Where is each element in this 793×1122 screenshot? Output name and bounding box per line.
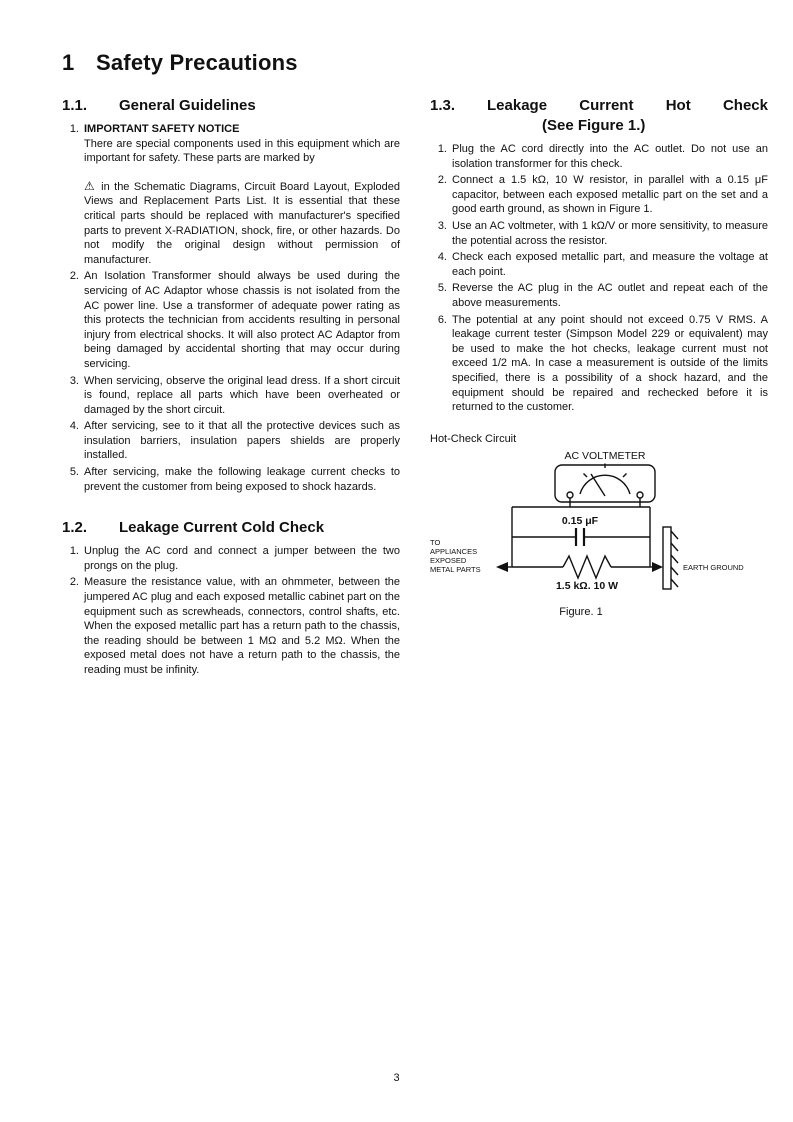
voltmeter-terminal [637, 492, 643, 498]
item-number: 2. [69, 576, 79, 589]
list-item [62, 575, 400, 677]
two-column-layout [62, 96, 768, 702]
item-number: 6. [437, 313, 447, 326]
item-text: Measure the resistance value, with an ohmmeter, between the jumpered AC plug and each exposed metallic cabinet part on the equipment such as screwheads, connectors, control shafts, etc. When the exposed metallic part has a return path to the chassis, the reading should be between 1 MΩ and 5.2 MΩ. When the exposed metal does not have a return path to the chassis, the reading must be infinity. [84, 576, 400, 676]
list-item [430, 219, 768, 248]
right-arrowhead [652, 562, 663, 572]
list-item [62, 269, 400, 371]
title-number: 1 [62, 50, 75, 75]
capacitor-label: 0.15 μF [561, 514, 599, 527]
item-number: 1. [437, 143, 447, 155]
ground-hatch [671, 567, 678, 575]
warning-triangle-icon: ⚠ [84, 178, 97, 193]
item-number: 1. [69, 545, 79, 558]
list-item [430, 281, 768, 310]
important-safety-notice-heading: IMPORTANT SAFETY NOTICE [84, 123, 240, 135]
item-number: 2. [69, 270, 79, 283]
section-title [487, 96, 768, 136]
list-item [62, 544, 400, 573]
item-text: The potential at any point should not exceed 0.75 V RMS. A leakage current tester (Simpson Model 229 or equivalent) may be used to make the hot checks, leakage current must not exceed 1/2 mA. In case a measurement is outside of the limits specified, there is a possibility of a shock hazard, and the equipment should be repaired and rechecked before it is returned to the customer. [452, 313, 768, 414]
item-text: An Isolation Transformer should always be used during the servicing of AC Adaptor whose chassis is not isolated from the AC power line. Use a transformer of adequate power rating as this protects the technician from accidents resulting in personal injury from electrical shocks. It will also protect AC Adaptor from being damaged by accidental shorting that may occur during servicing. [84, 270, 400, 370]
section-number: 1.3. [430, 97, 456, 114]
section-number: 1.1. [62, 97, 88, 114]
left-terminal-label-line1: TO [430, 537, 441, 547]
figure-1 [430, 433, 768, 618]
paragraph: There are special components used in this equipment which are important for safety. These parts are marked by [84, 137, 400, 165]
item-text: Reverse the AC plug in the AC outlet and repeat each of the above measurements. [452, 282, 768, 309]
item-text: Unplug the AC cord and connect a jumper between the two prongs on the plug. [84, 545, 400, 572]
section-title-line1: Leakage Current Hot Check [487, 97, 768, 114]
figure-label: Hot-Check Circuit [430, 432, 517, 445]
section-1-2-heading [62, 518, 400, 538]
section-1-1-heading [62, 96, 400, 116]
item-text: Check each exposed metallic part, and measure the voltage at each point. [452, 251, 768, 278]
list-item [62, 122, 400, 267]
resistor-zigzag [563, 556, 611, 578]
voltmeter-label: AC VOLTMETER [564, 449, 646, 462]
section-title: Leakage Current Cold Check [119, 519, 325, 537]
item-text: When servicing, observe the original lead dress. If a short circuit is found, replace all parts which have been overheated or damaged by the short circuit. [84, 374, 400, 416]
item-text: After servicing, make the following leakage current checks to prevent the customer from being exposed to shock hazards. [84, 466, 400, 493]
section-1-2 [62, 518, 400, 677]
paragraph-text: in the Schematic Diagrams, Circuit Board Layout, Exploded Views and Replacement Parts List. It is essential that these critical parts should be replaced with manufacturer's specified parts to prevent X-RADIATION, shock, fire, or other hazards. Do not modify the original design without permission of manufacturer. [84, 180, 400, 266]
item-number: 5. [69, 466, 79, 479]
section-1-3 [430, 96, 768, 618]
page-content [62, 50, 768, 702]
left-arrowhead [496, 562, 508, 572]
title-text: Safety Precautions [96, 50, 298, 75]
ground-hatch [671, 531, 678, 539]
ground-hatch [671, 579, 678, 587]
page-number: 3 [393, 1072, 400, 1084]
voltmeter-terminal [567, 492, 573, 498]
item-number: 4. [69, 420, 79, 433]
section-1-1 [62, 96, 400, 494]
section-1-3-heading [430, 96, 768, 136]
left-terminal-label-line4: METAL PARTS [430, 564, 481, 574]
left-column [62, 96, 400, 702]
item-text: Plug the AC cord directly into the AC outlet. Do not use an isolation transformer for this check. [452, 143, 768, 170]
list-item [430, 173, 768, 217]
right-column [430, 96, 768, 642]
section-number: 1.2. [62, 519, 88, 537]
item-text [84, 122, 400, 267]
hot-check-circuit-diagram [430, 447, 770, 599]
item-number: 3. [69, 374, 79, 387]
item-number: 5. [437, 282, 447, 295]
list-item [430, 142, 768, 171]
item-number: 1. [69, 123, 79, 135]
list-item [62, 465, 400, 494]
left-terminal-label-line3: EXPOSED [430, 555, 467, 565]
paragraph [84, 179, 400, 268]
earth-ground-label: EARTH GROUND [683, 562, 744, 572]
list-item [62, 374, 400, 418]
earth-ground-bar [663, 527, 671, 589]
item-text: Use an AC voltmeter, with 1 kΩ/V or more sensitivity, to measure the potential across the resistor. [452, 219, 768, 247]
figure-caption: Figure. 1 [559, 605, 603, 618]
ground-hatch [671, 555, 678, 563]
item-number: 4. [437, 251, 447, 264]
section-title: General Guidelines [119, 97, 256, 114]
resistor-label: 1.5 kΩ. 10 W [555, 579, 619, 592]
ground-hatch [671, 543, 678, 551]
left-terminal-label-line2: APPLIANCES [430, 546, 478, 556]
item-number: 2. [437, 174, 447, 187]
list-item [430, 250, 768, 279]
section-title-line2: (See Figure 1.) [542, 117, 646, 134]
list-item [62, 419, 400, 463]
item-number: 3. [437, 219, 447, 232]
item-text: After servicing, see to it that all the protective devices such as insulation barriers, insulation papers shields are properly installed. [84, 420, 400, 462]
list-item [430, 313, 768, 415]
item-text: Connect a 1.5 kΩ, 10 W resistor, in parallel with a 0.15 μF capacitor, between each exposed metallic part on the set and a good earth ground, as shown in Figure 1. [452, 174, 768, 216]
page-title [62, 50, 768, 76]
